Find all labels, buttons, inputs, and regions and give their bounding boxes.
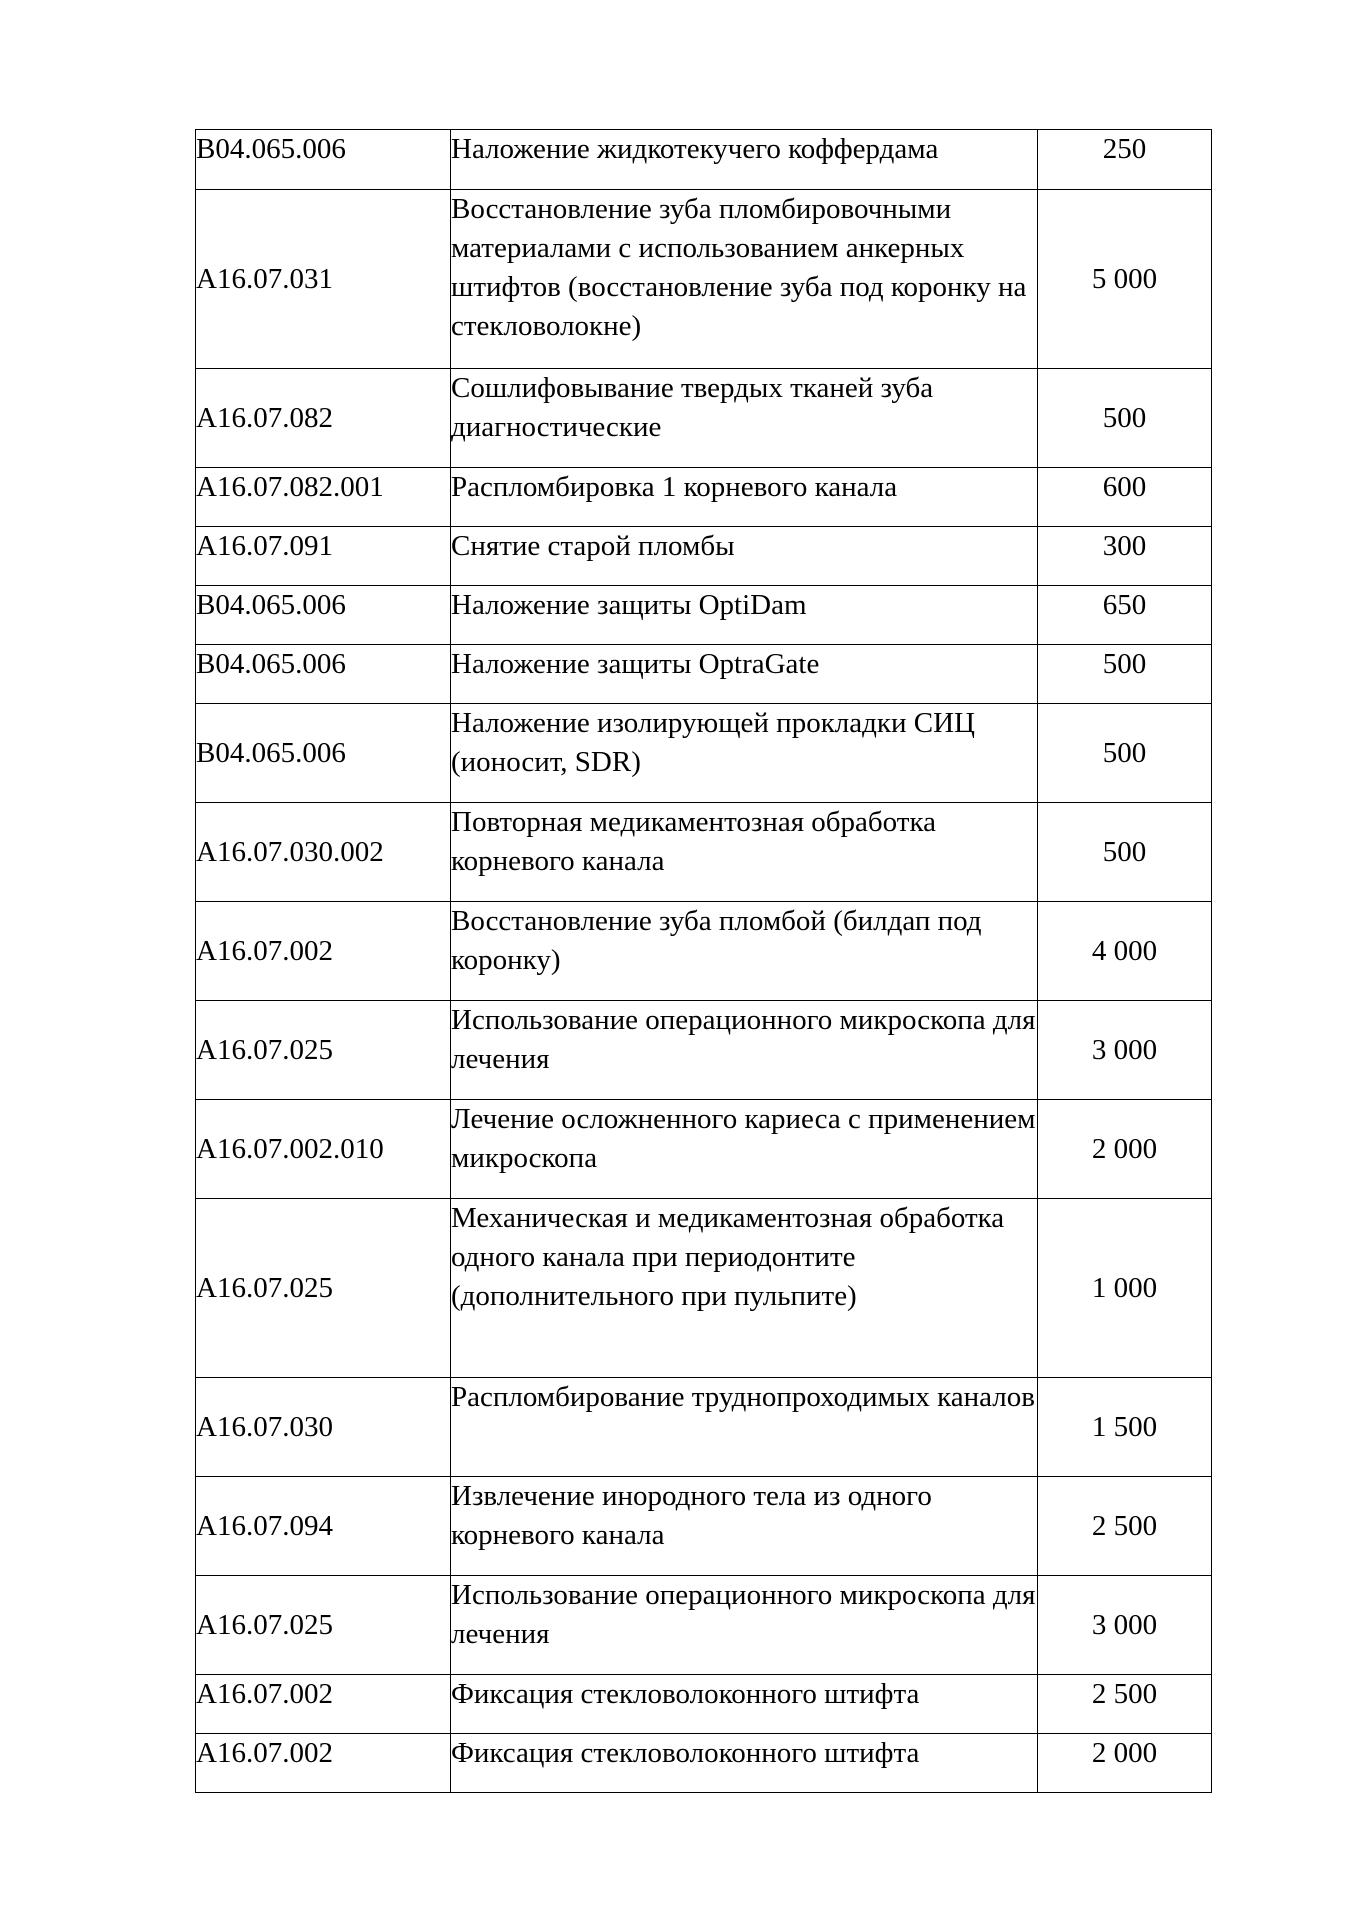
- service-name: Использование операционного микроскопа для лечения: [451, 1576, 1038, 1675]
- service-name: Восстановление зуба пломбировочными материалами с использованием анкерных штифтов (восстановление зуба под коронку на стекловолокне): [451, 190, 1038, 369]
- table-row: [196, 803, 1212, 902]
- service-code: А16.07.082.001: [196, 468, 451, 527]
- service-price: 500: [1038, 645, 1212, 704]
- service-price: 4 000: [1038, 902, 1212, 1001]
- service-code: А16.07.030: [196, 1378, 451, 1477]
- service-price: 1 000: [1038, 1199, 1212, 1378]
- table-row: [196, 645, 1212, 704]
- service-name: Снятие старой пломбы: [451, 527, 1038, 586]
- table-row: [196, 902, 1212, 1001]
- service-name: Извлечение инородного тела из одного корневого канала: [451, 1477, 1038, 1576]
- service-code: А16.07.025: [196, 1576, 451, 1675]
- service-name: Распломбировка 1 корневого канала: [451, 468, 1038, 527]
- table-row: [196, 369, 1212, 468]
- table-row: [196, 468, 1212, 527]
- table-row: [196, 704, 1212, 803]
- service-name: Фиксация стекловолоконного штифта: [451, 1734, 1038, 1793]
- service-name: Использование операционного микроскопа для лечения: [451, 1001, 1038, 1100]
- service-price: 2 000: [1038, 1100, 1212, 1199]
- price-table: [195, 129, 1212, 1793]
- service-code: А16.07.002: [196, 1675, 451, 1734]
- service-name: Лечение осложненного кариеса с применением микроскопа: [451, 1100, 1038, 1199]
- table-row: [196, 1477, 1212, 1576]
- table-row: [196, 1199, 1212, 1378]
- table-row: [196, 190, 1212, 369]
- service-price: 300: [1038, 527, 1212, 586]
- service-code: А16.07.082: [196, 369, 451, 468]
- service-name: Распломбирование труднопроходимых каналов: [451, 1378, 1038, 1477]
- service-price: 250: [1038, 130, 1212, 190]
- table-row: [196, 527, 1212, 586]
- service-name: Механическая и медикаментозная обработка одного канала при периодонтите (дополнительного при пульпите): [451, 1199, 1038, 1378]
- service-price: 5 000: [1038, 190, 1212, 369]
- service-code: А16.07.091: [196, 527, 451, 586]
- service-name: Наложение жидкотекучего коффердама: [451, 130, 1038, 190]
- service-code: А16.07.094: [196, 1477, 451, 1576]
- service-code: В04.065.006: [196, 704, 451, 803]
- table-row: [196, 1001, 1212, 1100]
- service-price: 500: [1038, 704, 1212, 803]
- service-price: 1 500: [1038, 1378, 1212, 1477]
- table-row: [196, 1100, 1212, 1199]
- service-price: 650: [1038, 586, 1212, 645]
- table-row: [196, 586, 1212, 645]
- table-row: [196, 1378, 1212, 1477]
- service-name: Восстановление зуба пломбой (билдап под коронку): [451, 902, 1038, 1001]
- service-name: Наложение защиты OptraGate: [451, 645, 1038, 704]
- service-price: 2 000: [1038, 1734, 1212, 1793]
- table-row: [196, 1734, 1212, 1793]
- table-row: [196, 130, 1212, 190]
- service-name: Сошлифовывание твердых тканей зуба диагностические: [451, 369, 1038, 468]
- service-code: В04.065.006: [196, 130, 451, 190]
- table-row: [196, 1576, 1212, 1675]
- service-price: 500: [1038, 803, 1212, 902]
- service-name: Наложение защиты OptiDam: [451, 586, 1038, 645]
- service-price: 2 500: [1038, 1675, 1212, 1734]
- service-code: А16.07.002: [196, 1734, 451, 1793]
- service-price: 3 000: [1038, 1576, 1212, 1675]
- table-row: [196, 1675, 1212, 1734]
- service-code: А16.07.002.010: [196, 1100, 451, 1199]
- service-code: В04.065.006: [196, 586, 451, 645]
- service-code: А16.07.025: [196, 1199, 451, 1378]
- service-name: Повторная медикаментозная обработка корневого канала: [451, 803, 1038, 902]
- service-name: Наложение изолирующей прокладки СИЦ (ионосит, SDR): [451, 704, 1038, 803]
- service-price: 3 000: [1038, 1001, 1212, 1100]
- service-code: А16.07.031: [196, 190, 451, 369]
- service-code: В04.065.006: [196, 645, 451, 704]
- service-code: А16.07.030.002: [196, 803, 451, 902]
- service-price: 2 500: [1038, 1477, 1212, 1576]
- service-code: А16.07.025: [196, 1001, 451, 1100]
- service-price: 600: [1038, 468, 1212, 527]
- service-name: Фиксация стекловолоконного штифта: [451, 1675, 1038, 1734]
- service-code: А16.07.002: [196, 902, 451, 1001]
- service-price: 500: [1038, 369, 1212, 468]
